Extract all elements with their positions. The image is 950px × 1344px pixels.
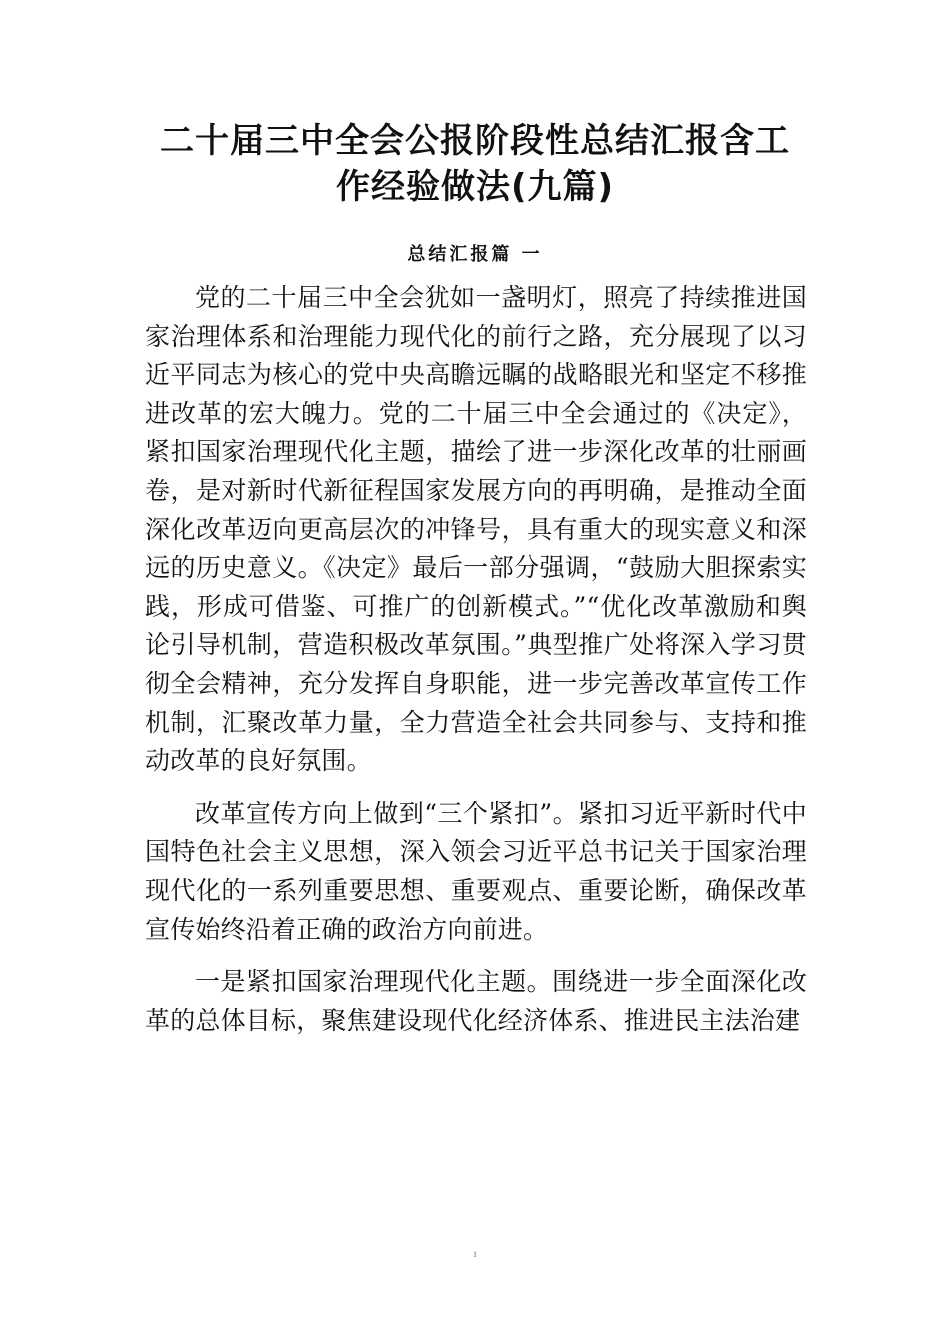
document-title — [140, 118, 810, 210]
paragraph-3-lead: 一是紧扣国家治理现代化主题。 — [195, 967, 553, 997]
title-line-1: 二十届三中全会公报阶段性总结汇报含工 — [160, 121, 790, 161]
paragraph-1: 党的二十届三中全会犹如一盏明灯，照亮了持续推进国家治理体系和治理能力现代化的前行之路，充分展现了以习近平同志为核心的党中央高瞻远瞩的战略眼光和坚定不移推进改革的宏大魄力。党的二十届三中全会通过的《决定》，紧扣国家治理现代化主题，描绘了进一步深化改革的壮丽画卷，是对新时代新征程国家发展方向的再明确，是推动全面深化改革迈向更高层次的冲锋号，具有重大的现实意义和深远的历史意义。《决定》最后一部分强调，“鼓励大胆探索实践，形成可借鉴、可推广的创新模式。”“优化改革激励和舆论引导机制，营造积极改革氛围。”典型推广处将深入学习贯彻全会精神，充分发挥自身职能，进一步完善改革宣传工作机制，汇聚改革力量，全力营造全社会共同参与、支持和推动改革的良好氛围。 — [145, 283, 807, 776]
page-number: 1 — [473, 1250, 477, 1259]
paragraph-2: 改革宣传方向上做到“三个紧扣”。紧扣习近平新时代中国特色社会主义思想，深入领会习近平总书记关于国家治理现代化的一系列重要思想、重要观点、重要论断，确保改革宣传始终沿着正确的政治方向前进。 — [145, 798, 807, 944]
paragraph-3-text: 围绕进一步全面深化改革的总体目标，聚焦建设现代化经济体系、推进民主法治建 — [145, 967, 807, 1035]
document-body — [145, 279, 807, 1054]
paragraph-3 — [145, 963, 807, 1040]
title-line-2: 作经验做法(九篇) — [335, 167, 615, 207]
section-heading: 总结汇报篇 一 — [407, 244, 543, 265]
